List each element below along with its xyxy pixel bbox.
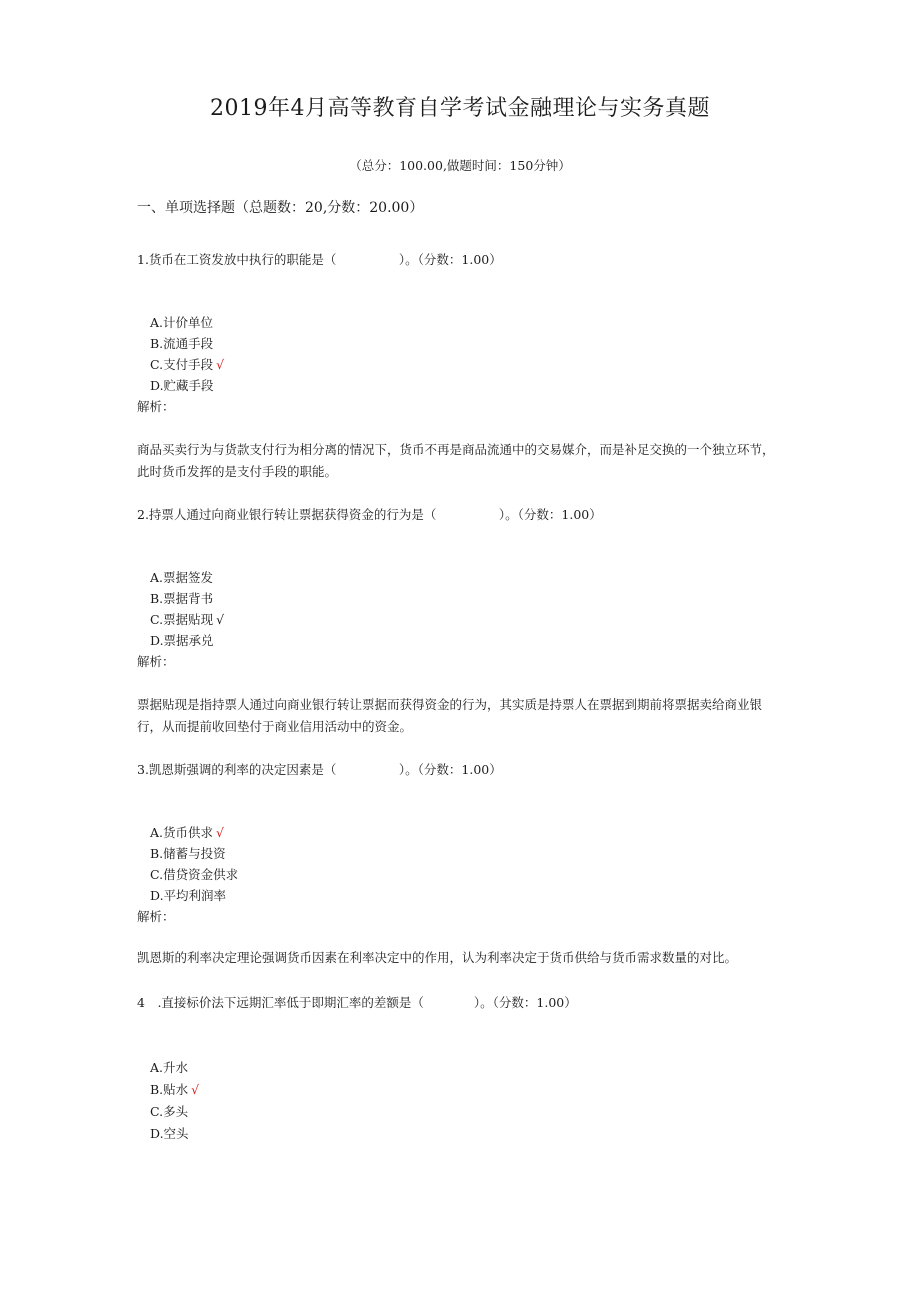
question-3-option-d — [150, 887, 226, 905]
page-title: 2019年4月高等教育自学考试金融理论与实务真题 — [210, 96, 710, 121]
question-3-analysis-text: 凯恩斯的利率决定理论强调货币因素在利率决定中的作用，认为利率决定于货币供给与货币需求数量的对比。 — [137, 950, 738, 965]
option-text: A.货币供求 — [150, 825, 214, 840]
option-text: C.借贷资金供求 — [150, 867, 239, 882]
section-heading: 一、单项选择题（总题数：20,分数：20.00） — [137, 200, 424, 216]
question-4-option-d — [150, 1125, 189, 1143]
question-2-option-d — [150, 632, 214, 650]
option-text: D.平均利润率 — [150, 888, 227, 903]
option-text: B.票据背书 — [150, 591, 214, 606]
question-4-option-c — [150, 1103, 188, 1121]
option-text: A.票据签发 — [150, 570, 214, 585]
option-text: D.票据承兑 — [150, 633, 214, 648]
option-text: D.贮藏手段 — [150, 378, 214, 393]
option-text: B.流通手段 — [150, 336, 214, 351]
correct-answer-check-icon: √ — [216, 612, 225, 627]
question-2-option-a — [150, 569, 213, 587]
page-subtitle: （总分：100.00,做题时间：150分钟） — [349, 158, 571, 173]
question-1-stem: 1.货币在工资发放中执行的职能是（ ）。（分数：1.00） — [137, 252, 502, 267]
question-3-option-b — [150, 845, 226, 863]
question-1-analysis-label: 解析： — [137, 399, 175, 414]
question-1-analysis-text: 商品买卖行为与货款支付行为相分离的情况下，货币不再是商品流通中的交易媒介，而是补足交换的一个独立环节，此时货币发挥的是支付手段的职能。 — [137, 442, 775, 479]
question-1-option-c — [150, 356, 224, 374]
correct-answer-check-icon: √ — [216, 357, 225, 372]
question-3-option-c — [150, 866, 238, 884]
question-1-option-a — [150, 314, 213, 332]
option-text: C.支付手段 — [150, 357, 214, 372]
option-text: B.储蓄与投资 — [150, 846, 226, 861]
correct-answer-check-icon: √ — [191, 1082, 200, 1097]
question-4-option-b — [150, 1081, 199, 1099]
question-3-stem: 3.凯恩斯强调的利率的决定因素是（ ）。（分数：1.00） — [137, 762, 502, 777]
correct-answer-check-icon: √ — [216, 825, 224, 840]
option-text: D.空头 — [150, 1126, 189, 1141]
question-2-option-c — [150, 611, 224, 629]
question-4-stem: 4 .直接标价法下远期汇率低于即期汇率的差额是（ ）。（分数：1.00） — [137, 995, 577, 1010]
option-text: C.票据贴现 — [150, 612, 214, 627]
option-text: B.贴水 — [150, 1082, 189, 1097]
option-text: A.升水 — [150, 1060, 189, 1075]
question-4-option-a — [150, 1059, 188, 1077]
question-2-stem: 2.持票人通过向商业银行转让票据获得资金的行为是（ ）。（分数：1.00） — [137, 507, 602, 522]
question-2-analysis-label: 解析： — [137, 654, 175, 669]
question-3-analysis-label: 解析： — [137, 909, 175, 924]
question-1-option-d — [150, 377, 214, 395]
question-3-option-a — [150, 824, 224, 842]
question-2-analysis-text: 票据贴现是指持票人通过向商业银行转让票据而获得资金的行为，其实质是持票人在票据到期前将票据卖给商业银行，从而提前收回垫付于商业信用活动中的资金。 — [137, 697, 763, 734]
question-1-option-b — [150, 335, 213, 353]
option-text: C.多头 — [150, 1104, 189, 1119]
option-text: A.计价单位 — [150, 315, 214, 330]
question-2-option-b — [150, 590, 213, 608]
